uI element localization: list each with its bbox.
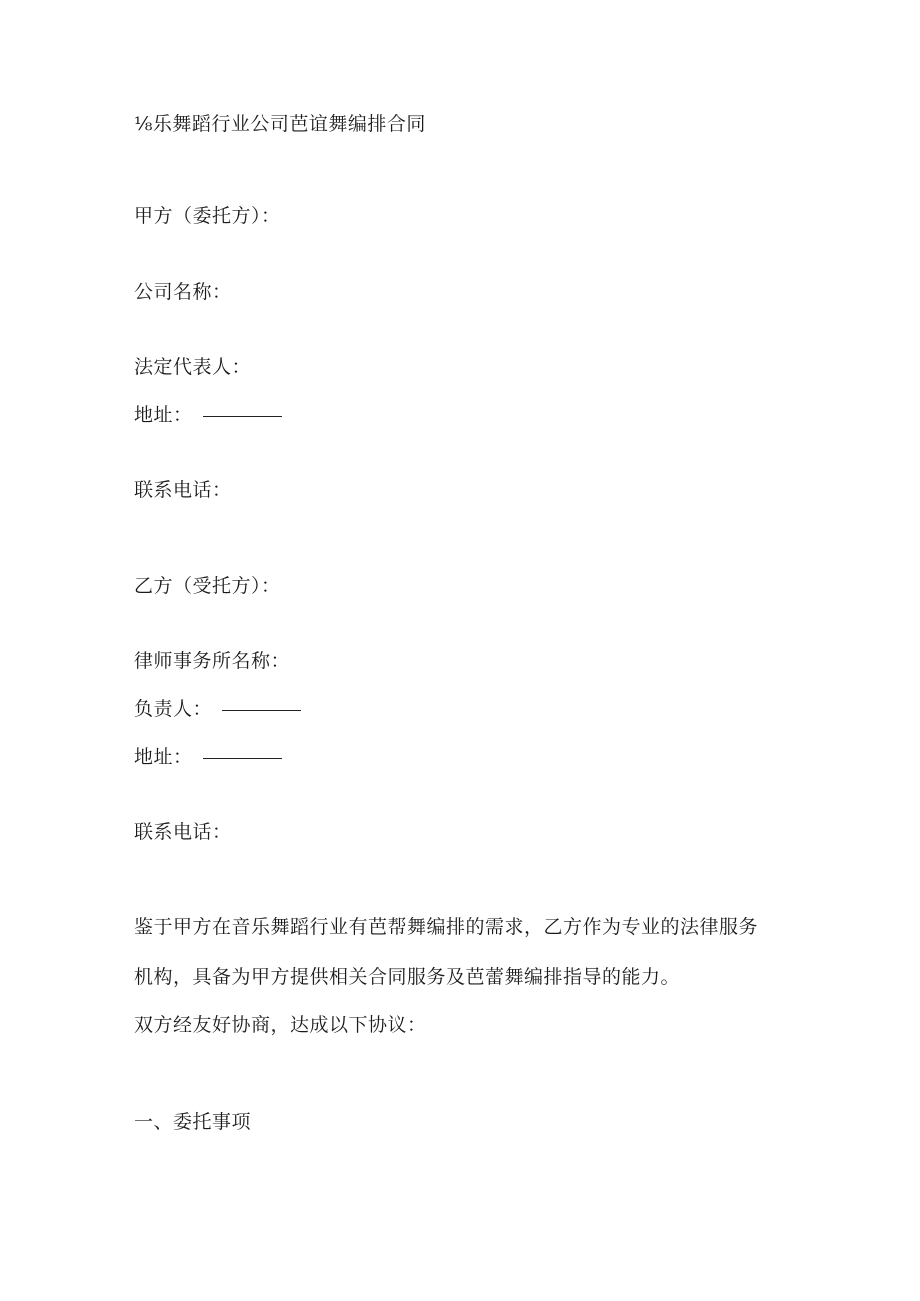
party-b-address-blank (203, 757, 282, 759)
party-b-principal-label: 负责人： (134, 698, 213, 720)
party-b-phone-label: 联系电话： (134, 821, 232, 843)
agreement-line: 双方经友好协商，达成以下协议： (134, 1014, 427, 1036)
section-1-heading: 一、委托事项 (134, 1111, 252, 1133)
party-a-phone-label: 联系电话： (134, 479, 232, 501)
party-a-legal-rep-label: 法定代表人： (134, 356, 252, 378)
party-b-principal-blank (222, 709, 301, 711)
party-a-company-label: 公司名称： (134, 281, 232, 303)
preamble-line-1: 鉴于甲方在音乐舞蹈行业有芭帮舞编排的需求，乙方作为专业的法律服务 (134, 916, 759, 938)
party-b-address-label: 地址： (134, 746, 193, 768)
preamble-line-2: 机构，具备为甲方提供相关合同服务及芭蕾舞编排指导的能力。 (134, 966, 681, 988)
party-b-principal-row (134, 697, 301, 721)
party-a-address-blank (203, 415, 282, 417)
party-b-heading: 乙方（受托方）： (134, 575, 281, 597)
party-b-address-row (134, 745, 282, 769)
document-title: ⅛乐舞蹈行业公司芭谊舞编排合同 (134, 113, 426, 135)
party-b-firm-label: 律师事务所名称： (134, 650, 291, 672)
party-a-address-label: 地址： (134, 404, 193, 426)
party-a-heading: 甲方（委托方）： (134, 205, 281, 227)
party-a-address-row (134, 403, 282, 427)
